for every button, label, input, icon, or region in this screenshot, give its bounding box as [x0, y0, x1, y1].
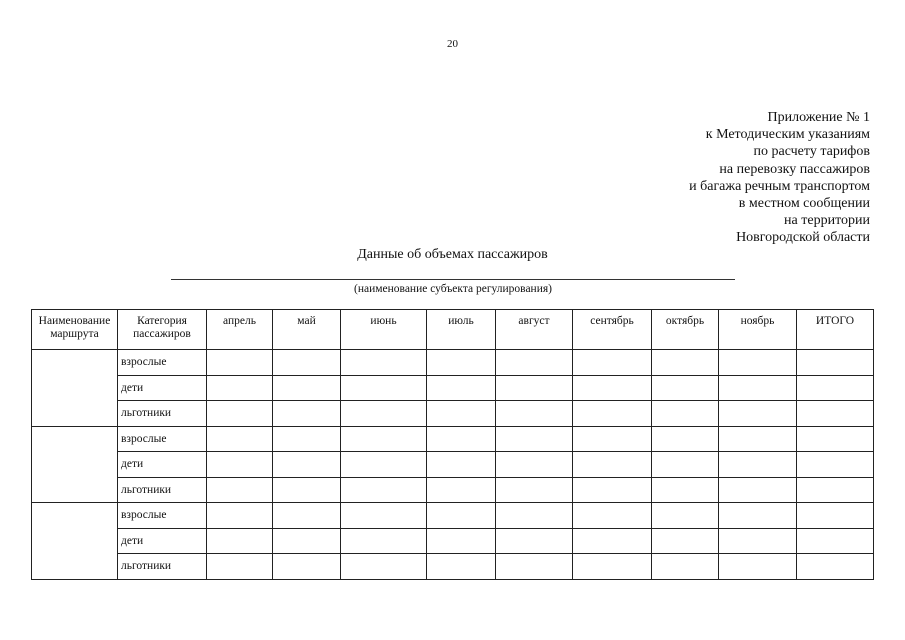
value-cell — [797, 375, 874, 401]
value-cell — [797, 477, 874, 503]
value-cell — [341, 477, 427, 503]
category-cell: льготники — [118, 554, 207, 580]
value-cell — [207, 528, 273, 554]
subject-name-line — [171, 279, 735, 280]
appendix-line: Новгородской области — [736, 230, 870, 246]
value-cell — [652, 452, 719, 478]
category-cell: взрослые — [118, 350, 207, 376]
appendix-line: на перевозку пассажиров — [719, 161, 870, 177]
route-name-cell — [32, 350, 118, 427]
column-header: ИТОГО — [797, 310, 874, 350]
value-cell — [797, 452, 874, 478]
value-cell — [719, 350, 797, 376]
category-cell: взрослые — [118, 426, 207, 452]
column-header: Категория пассажиров — [118, 310, 207, 350]
value-cell — [573, 401, 652, 427]
appendix-line: по расчету тарифов — [753, 144, 870, 160]
value-cell — [573, 426, 652, 452]
value-cell — [427, 554, 496, 580]
value-cell — [719, 477, 797, 503]
value-cell — [341, 452, 427, 478]
value-cell — [273, 477, 341, 503]
column-header: сентябрь — [573, 310, 652, 350]
value-cell — [719, 375, 797, 401]
value-cell — [207, 350, 273, 376]
value-cell — [797, 401, 874, 427]
value-cell — [341, 350, 427, 376]
category-cell: льготники — [118, 477, 207, 503]
value-cell — [341, 554, 427, 580]
column-header: август — [496, 310, 573, 350]
column-header: июнь — [341, 310, 427, 350]
value-cell — [273, 554, 341, 580]
value-cell — [797, 426, 874, 452]
value-cell — [341, 528, 427, 554]
route-name-cell — [32, 426, 118, 503]
value-cell — [797, 503, 874, 529]
value-cell — [496, 528, 573, 554]
value-cell — [573, 503, 652, 529]
value-cell — [496, 477, 573, 503]
passenger-volumes-table — [31, 309, 874, 580]
category-cell: взрослые — [118, 503, 207, 529]
document-title — [0, 247, 905, 263]
value-cell — [719, 528, 797, 554]
table-header-row — [32, 310, 874, 350]
table-row — [32, 528, 874, 554]
category-cell: дети — [118, 528, 207, 554]
value-cell — [207, 477, 273, 503]
value-cell — [427, 503, 496, 529]
value-cell — [573, 477, 652, 503]
value-cell — [652, 375, 719, 401]
value-cell — [652, 401, 719, 427]
value-cell — [427, 528, 496, 554]
value-cell — [719, 401, 797, 427]
value-cell — [207, 452, 273, 478]
route-name-cell — [32, 503, 118, 580]
subject-name-caption: (наименование субъекта регулирования) — [354, 283, 552, 295]
appendix-line: на территории — [784, 213, 870, 229]
value-cell — [496, 554, 573, 580]
value-cell — [496, 452, 573, 478]
value-cell — [341, 426, 427, 452]
value-cell — [496, 503, 573, 529]
column-header: октябрь — [652, 310, 719, 350]
appendix-line: к Методическим указаниям — [705, 127, 870, 143]
value-cell — [427, 401, 496, 427]
appendix-block — [689, 109, 870, 247]
value-cell — [719, 452, 797, 478]
page-number: 20 — [447, 38, 458, 50]
value-cell — [341, 401, 427, 427]
value-cell — [273, 452, 341, 478]
category-cell: дети — [118, 375, 207, 401]
value-cell — [207, 375, 273, 401]
value-cell — [573, 452, 652, 478]
value-cell — [797, 350, 874, 376]
value-cell — [652, 350, 719, 376]
value-cell — [496, 350, 573, 376]
table-row — [32, 350, 874, 376]
value-cell — [652, 528, 719, 554]
value-cell — [207, 426, 273, 452]
value-cell — [273, 401, 341, 427]
table-row — [32, 503, 874, 529]
value-cell — [652, 554, 719, 580]
value-cell — [207, 401, 273, 427]
table-row — [32, 426, 874, 452]
value-cell — [341, 503, 427, 529]
table-row — [32, 401, 874, 427]
value-cell — [273, 528, 341, 554]
value-cell — [207, 554, 273, 580]
value-cell — [427, 350, 496, 376]
appendix-line: в местном сообщении — [738, 196, 870, 212]
value-cell — [273, 426, 341, 452]
document-title-text: Данные об объемах пассажиров — [357, 247, 548, 262]
value-cell — [797, 528, 874, 554]
category-cell: льготники — [118, 401, 207, 427]
value-cell — [652, 426, 719, 452]
value-cell — [273, 375, 341, 401]
value-cell — [573, 528, 652, 554]
value-cell — [341, 375, 427, 401]
table-row — [32, 452, 874, 478]
value-cell — [719, 426, 797, 452]
value-cell — [719, 554, 797, 580]
value-cell — [273, 503, 341, 529]
value-cell — [207, 503, 273, 529]
appendix-line: и багажа речным транспортом — [689, 178, 870, 194]
value-cell — [496, 375, 573, 401]
category-cell: дети — [118, 452, 207, 478]
column-header: май — [273, 310, 341, 350]
column-header: Наименование маршрута — [32, 310, 118, 350]
value-cell — [719, 503, 797, 529]
value-cell — [573, 375, 652, 401]
column-header: июль — [427, 310, 496, 350]
value-cell — [496, 401, 573, 427]
appendix-line: Приложение № 1 — [767, 110, 870, 125]
value-cell — [496, 426, 573, 452]
value-cell — [427, 375, 496, 401]
value-cell — [273, 350, 341, 376]
table-row — [32, 554, 874, 580]
table-row — [32, 375, 874, 401]
value-cell — [427, 426, 496, 452]
table-row — [32, 477, 874, 503]
value-cell — [427, 452, 496, 478]
value-cell — [573, 554, 652, 580]
value-cell — [652, 477, 719, 503]
column-header: ноябрь — [719, 310, 797, 350]
column-header: апрель — [207, 310, 273, 350]
value-cell — [573, 350, 652, 376]
value-cell — [652, 503, 719, 529]
value-cell — [427, 477, 496, 503]
value-cell — [797, 554, 874, 580]
